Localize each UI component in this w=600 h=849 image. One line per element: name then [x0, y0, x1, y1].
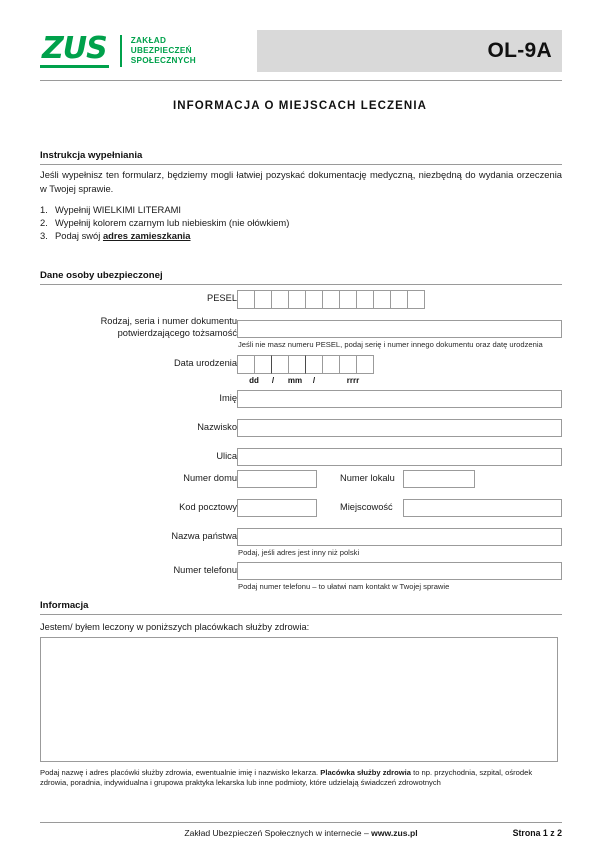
field-row-country — [40, 528, 562, 557]
birth-date-char-box[interactable] — [237, 355, 255, 374]
country-input[interactable] — [237, 528, 562, 546]
birth-date-sublabel: / — [271, 376, 275, 385]
birth-date-char-box[interactable] — [305, 355, 323, 374]
pesel-char-box[interactable] — [322, 290, 340, 309]
page-number: Strona 1 z 2 — [512, 828, 562, 838]
street-label: Ulica — [216, 451, 237, 461]
id-document-label — [101, 316, 237, 339]
footer-website-line — [40, 828, 562, 838]
postal-code-label: Kod pocztowy — [179, 502, 237, 512]
instruction-item-2-text: Wypełnij kolorem czarnym lub niebieskim (nie ołówkiem) — [55, 217, 290, 229]
house-number-input[interactable] — [237, 470, 317, 488]
form-code-band — [257, 30, 562, 72]
birth-date-char-box[interactable] — [271, 355, 289, 374]
street-input[interactable] — [237, 448, 562, 466]
instruction-item-3-emphasis: adres zamieszkania — [102, 230, 191, 242]
field-row-street — [40, 448, 562, 466]
country-hint: Podaj, jeśli adres jest inny niż polski — [238, 548, 360, 557]
postal-code-input[interactable] — [237, 499, 317, 517]
birth-date-sublabels — [237, 376, 397, 387]
birth-date-input[interactable] — [237, 355, 374, 374]
field-row-last-name — [40, 419, 562, 437]
header-divider — [40, 80, 562, 81]
information-footnote-emphasis: Placówka służby zdrowia — [320, 768, 411, 777]
footer-text: Zakład Ubezpieczeń Społecznych w internecie – — [184, 828, 372, 838]
information-prompt: Jestem/ byłem leczony w poniższych placówkach służby zdrowia: — [40, 622, 310, 632]
pesel-label: PESEL — [207, 293, 237, 303]
flat-number-input[interactable] — [403, 470, 475, 488]
instruction-list — [40, 203, 562, 243]
phone-label: Numer telefonu — [173, 565, 237, 575]
information-section-heading: Informacja — [40, 600, 562, 615]
instruction-item-1-text: Wypełnij WIELKIMI LITERAMI — [55, 204, 181, 215]
zus-logo-text — [131, 36, 196, 67]
logo-divider — [120, 35, 122, 67]
pesel-input[interactable] — [237, 290, 425, 309]
information-footnote-part-2: to np. przychodnia, szpital, ośrodek zdrowia, poradnia, indywidualna i grupowa praktyka lekarska lub inne podmioty, które udzielają świadczeń zdrowotnych — [40, 768, 533, 788]
pesel-char-box[interactable] — [271, 290, 289, 309]
information-footnote-part-1: Podaj nazwę i adres placówki służby zdrowia, ewentualnie imię i nazwisko lekarza. — [40, 768, 321, 777]
pesel-char-box[interactable] — [390, 290, 408, 309]
phone-input[interactable] — [237, 562, 562, 580]
birth-date-sublabel: mm — [287, 376, 303, 385]
field-row-pesel — [40, 290, 562, 308]
page-title: INFORMACJA O MIEJSCACH LECZENIA — [172, 100, 428, 112]
instruction-paragraph: Jeśli wypełnisz ten formularz, będziemy mogli łatwiej pozyskać dokumentację medyczną, niezbędną do wydania orzeczenia w Twojej sprawie. — [40, 169, 562, 194]
birth-date-char-box[interactable] — [254, 355, 272, 374]
city-input[interactable] — [403, 499, 562, 517]
last-name-input[interactable] — [237, 419, 562, 437]
field-row-house-and-flat — [40, 470, 562, 488]
zus-logo — [40, 30, 196, 72]
field-row-birth-date — [40, 355, 562, 385]
pesel-char-box[interactable] — [237, 290, 255, 309]
birth-date-sublabel: rrrr — [346, 376, 360, 385]
last-name-label: Nazwisko — [197, 422, 237, 432]
pesel-char-box[interactable] — [356, 290, 374, 309]
field-row-first-name — [40, 390, 562, 408]
instruction-item-2 — [40, 216, 562, 229]
field-row-phone — [40, 562, 562, 591]
pesel-char-box[interactable] — [407, 290, 425, 309]
page-header — [40, 25, 562, 77]
city-label: Miejscowość — [340, 502, 393, 512]
field-row-id-document — [40, 316, 562, 349]
instruction-item-3 — [40, 229, 562, 242]
birth-date-label: Data urodzenia — [173, 358, 237, 368]
pesel-char-box[interactable] — [373, 290, 391, 309]
page-footer — [40, 828, 562, 842]
pesel-char-box[interactable] — [288, 290, 306, 309]
treatment-facilities-textarea[interactable] — [40, 637, 558, 762]
id-document-label-line-1: Rodzaj, seria i numer dokumentu — [100, 316, 237, 326]
id-document-input[interactable] — [237, 320, 562, 338]
flat-number-label: Numer lokalu — [340, 473, 395, 483]
pesel-char-box[interactable] — [254, 290, 272, 309]
id-document-hint: Jeśli nie masz numeru PESEL, podaj serię i numer innego dokumentu oraz datę urodzenia — [238, 340, 543, 349]
first-name-input[interactable] — [237, 390, 562, 408]
birth-date-char-box[interactable] — [288, 355, 306, 374]
birth-date-char-box[interactable] — [356, 355, 374, 374]
birth-date-sublabel: / — [312, 376, 316, 385]
pesel-char-box[interactable] — [305, 290, 323, 309]
zus-logo-line-2: UBEZPIECZEŃ — [130, 45, 192, 55]
instruction-item-1 — [40, 203, 562, 216]
pesel-char-box[interactable] — [339, 290, 357, 309]
instruction-item-1-number: 1. — [40, 204, 48, 215]
house-number-label: Numer domu — [183, 473, 237, 483]
zus-logo-line-1: ZAKŁAD — [130, 35, 167, 45]
instruction-item-2-number: 2. — [40, 217, 48, 229]
birth-date-char-box[interactable] — [322, 355, 340, 374]
form-code: OL-9A — [487, 39, 552, 62]
insured-section-heading: Dane osoby ubezpieczonej — [40, 270, 562, 285]
phone-hint: Podaj numer telefonu – to ułatwi nam kontakt w Twojej sprawie — [238, 582, 450, 591]
zus-logo-mark: ZUS — [42, 31, 107, 66]
instruction-item-3-number: 3. — [40, 230, 48, 242]
id-document-label-line-2: potwierdzającego tożsamość — [117, 327, 237, 338]
instruction-item-3-text: Podaj swój — [55, 230, 103, 242]
country-label: Nazwa państwa — [171, 531, 237, 541]
instruction-heading: Instrukcja wypełniania — [40, 150, 562, 165]
information-footnote — [40, 768, 562, 789]
zus-logo-line-3: SPOŁECZNYCH — [130, 56, 196, 66]
birth-date-char-box[interactable] — [339, 355, 357, 374]
footer-url[interactable]: www.zus.pl — [371, 828, 418, 838]
birth-date-sublabel: dd — [249, 376, 259, 385]
first-name-label: Imię — [219, 393, 237, 403]
footer-divider — [40, 822, 562, 823]
field-row-postal-and-city — [40, 499, 562, 517]
